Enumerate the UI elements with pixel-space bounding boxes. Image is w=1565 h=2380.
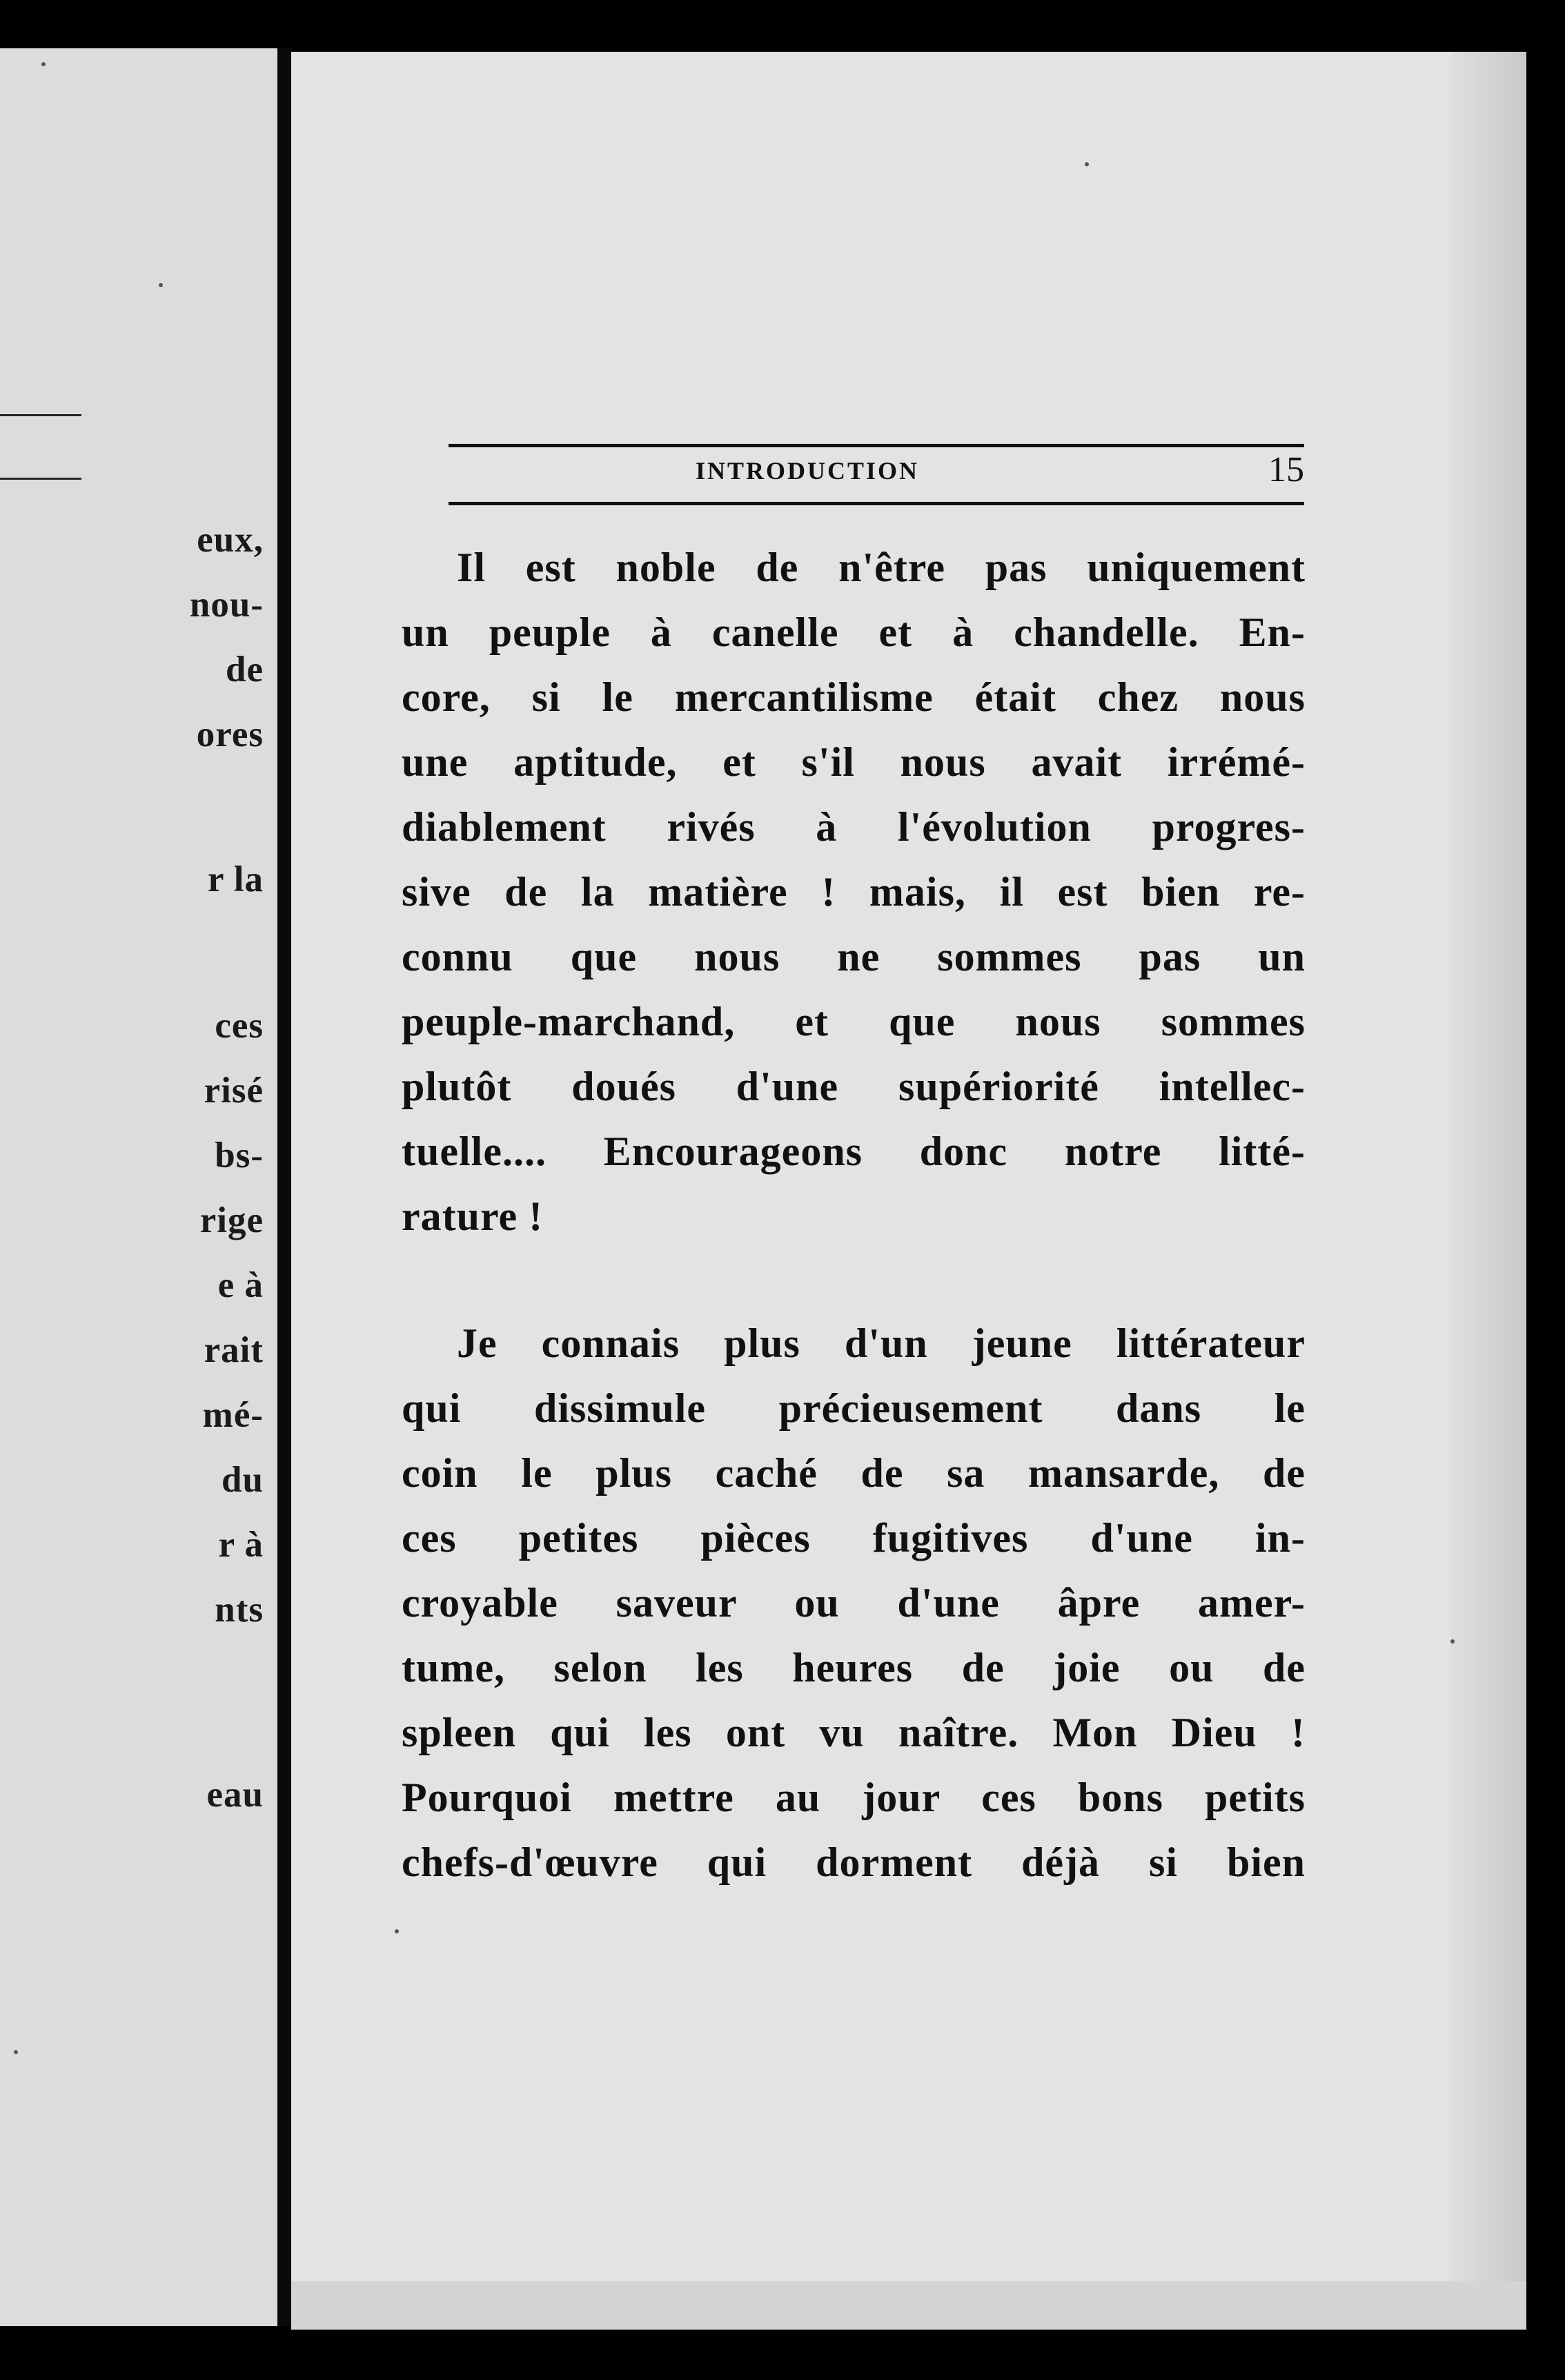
- text-line: spleen qui les ont vu naître. Mon Dieu !: [402, 1710, 1306, 1755]
- text-line: chefs-d'œuvre qui dorment déjà si bien: [402, 1840, 1306, 1885]
- text-line: coin le plus caché de sa mansarde, de: [402, 1450, 1306, 1496]
- page-number: 15: [1268, 450, 1304, 489]
- text-line: tume, selon les heures de joie ou de: [402, 1645, 1306, 1690]
- text-line: Pourquoi mettre au jour ces bons petits: [402, 1775, 1306, 1820]
- text-line: sive de la matière ! mais, il est bien re-: [402, 869, 1306, 915]
- text-line: qui dissimule précieusement dans le: [402, 1385, 1306, 1431]
- text-line: diablement rivés à l'évolution progres-: [402, 804, 1306, 850]
- paper-speck: [395, 1929, 399, 1933]
- text-line: ces petites pièces fugitives d'une in-: [402, 1515, 1306, 1561]
- text-line: tuelle.... Encourageons donc notre litté-: [402, 1129, 1306, 1174]
- previous-page-fragment: mé-: [202, 1395, 264, 1435]
- previous-page-fragment: rige: [199, 1200, 264, 1240]
- previous-page-strip: [0, 48, 277, 2326]
- paper-speck: [159, 283, 163, 287]
- book-page: [291, 52, 1526, 2330]
- paper-speck: [14, 2050, 18, 2054]
- header-bottom-rule: [449, 502, 1304, 505]
- previous-page-fragment: rait: [204, 1330, 264, 1370]
- text-line: core, si le mercantilisme était chez nous: [402, 674, 1306, 720]
- previous-page-fragment: risé: [204, 1071, 264, 1111]
- previous-page-rule: [0, 414, 81, 416]
- text-line: Je connais plus d'un jeune littérateur: [457, 1320, 1306, 1366]
- paper-speck: [1085, 162, 1089, 166]
- text-line: un peuple à canelle et à chandelle. En-: [402, 609, 1306, 655]
- previous-page-fragment: eau: [206, 1775, 264, 1815]
- previous-page-fragment: nts: [215, 1590, 264, 1630]
- previous-page-fragment: du: [222, 1460, 264, 1500]
- page-edge-shadow: [1450, 52, 1526, 2330]
- previous-page-fragment: ces: [215, 1006, 264, 1046]
- previous-page-fragment: r la: [207, 859, 264, 899]
- paragraph: [402, 1311, 1306, 1895]
- text-line: plutôt doués d'une supériorité intellec-: [402, 1064, 1306, 1109]
- previous-page-fragment: eux,: [197, 520, 264, 560]
- paper-speck: [1450, 1639, 1455, 1643]
- previous-page-fragment: r à: [218, 1525, 264, 1565]
- text-line: rature !: [402, 1193, 544, 1239]
- header-top-rule: [449, 444, 1304, 447]
- text-line: Il est noble de n'être pas uniquement: [457, 545, 1306, 590]
- body-text: [402, 535, 1306, 1895]
- paragraph: [402, 535, 1306, 1249]
- text-line: connu que nous ne sommes pas un: [402, 934, 1306, 979]
- previous-page-fragment: ores: [196, 714, 264, 754]
- paper-speck: [41, 62, 46, 66]
- running-header: [449, 386, 1304, 538]
- page-binding-gutter: [277, 48, 291, 2326]
- page-bottom-edge: [291, 2281, 1526, 2330]
- previous-page-rule: [0, 478, 81, 480]
- previous-page-fragment: de: [226, 650, 264, 690]
- previous-page-fragment: nou-: [189, 585, 264, 625]
- running-head-title: INTRODUCTION: [695, 457, 920, 485]
- previous-page-fragment: bs-: [215, 1135, 264, 1176]
- text-line: croyable saveur ou d'une âpre amer-: [402, 1580, 1306, 1626]
- text-line: une aptitude, et s'il nous avait irrémé-: [402, 739, 1306, 785]
- previous-page-fragment: e à: [217, 1265, 264, 1305]
- text-line: peuple-marchand, et que nous sommes: [402, 999, 1306, 1044]
